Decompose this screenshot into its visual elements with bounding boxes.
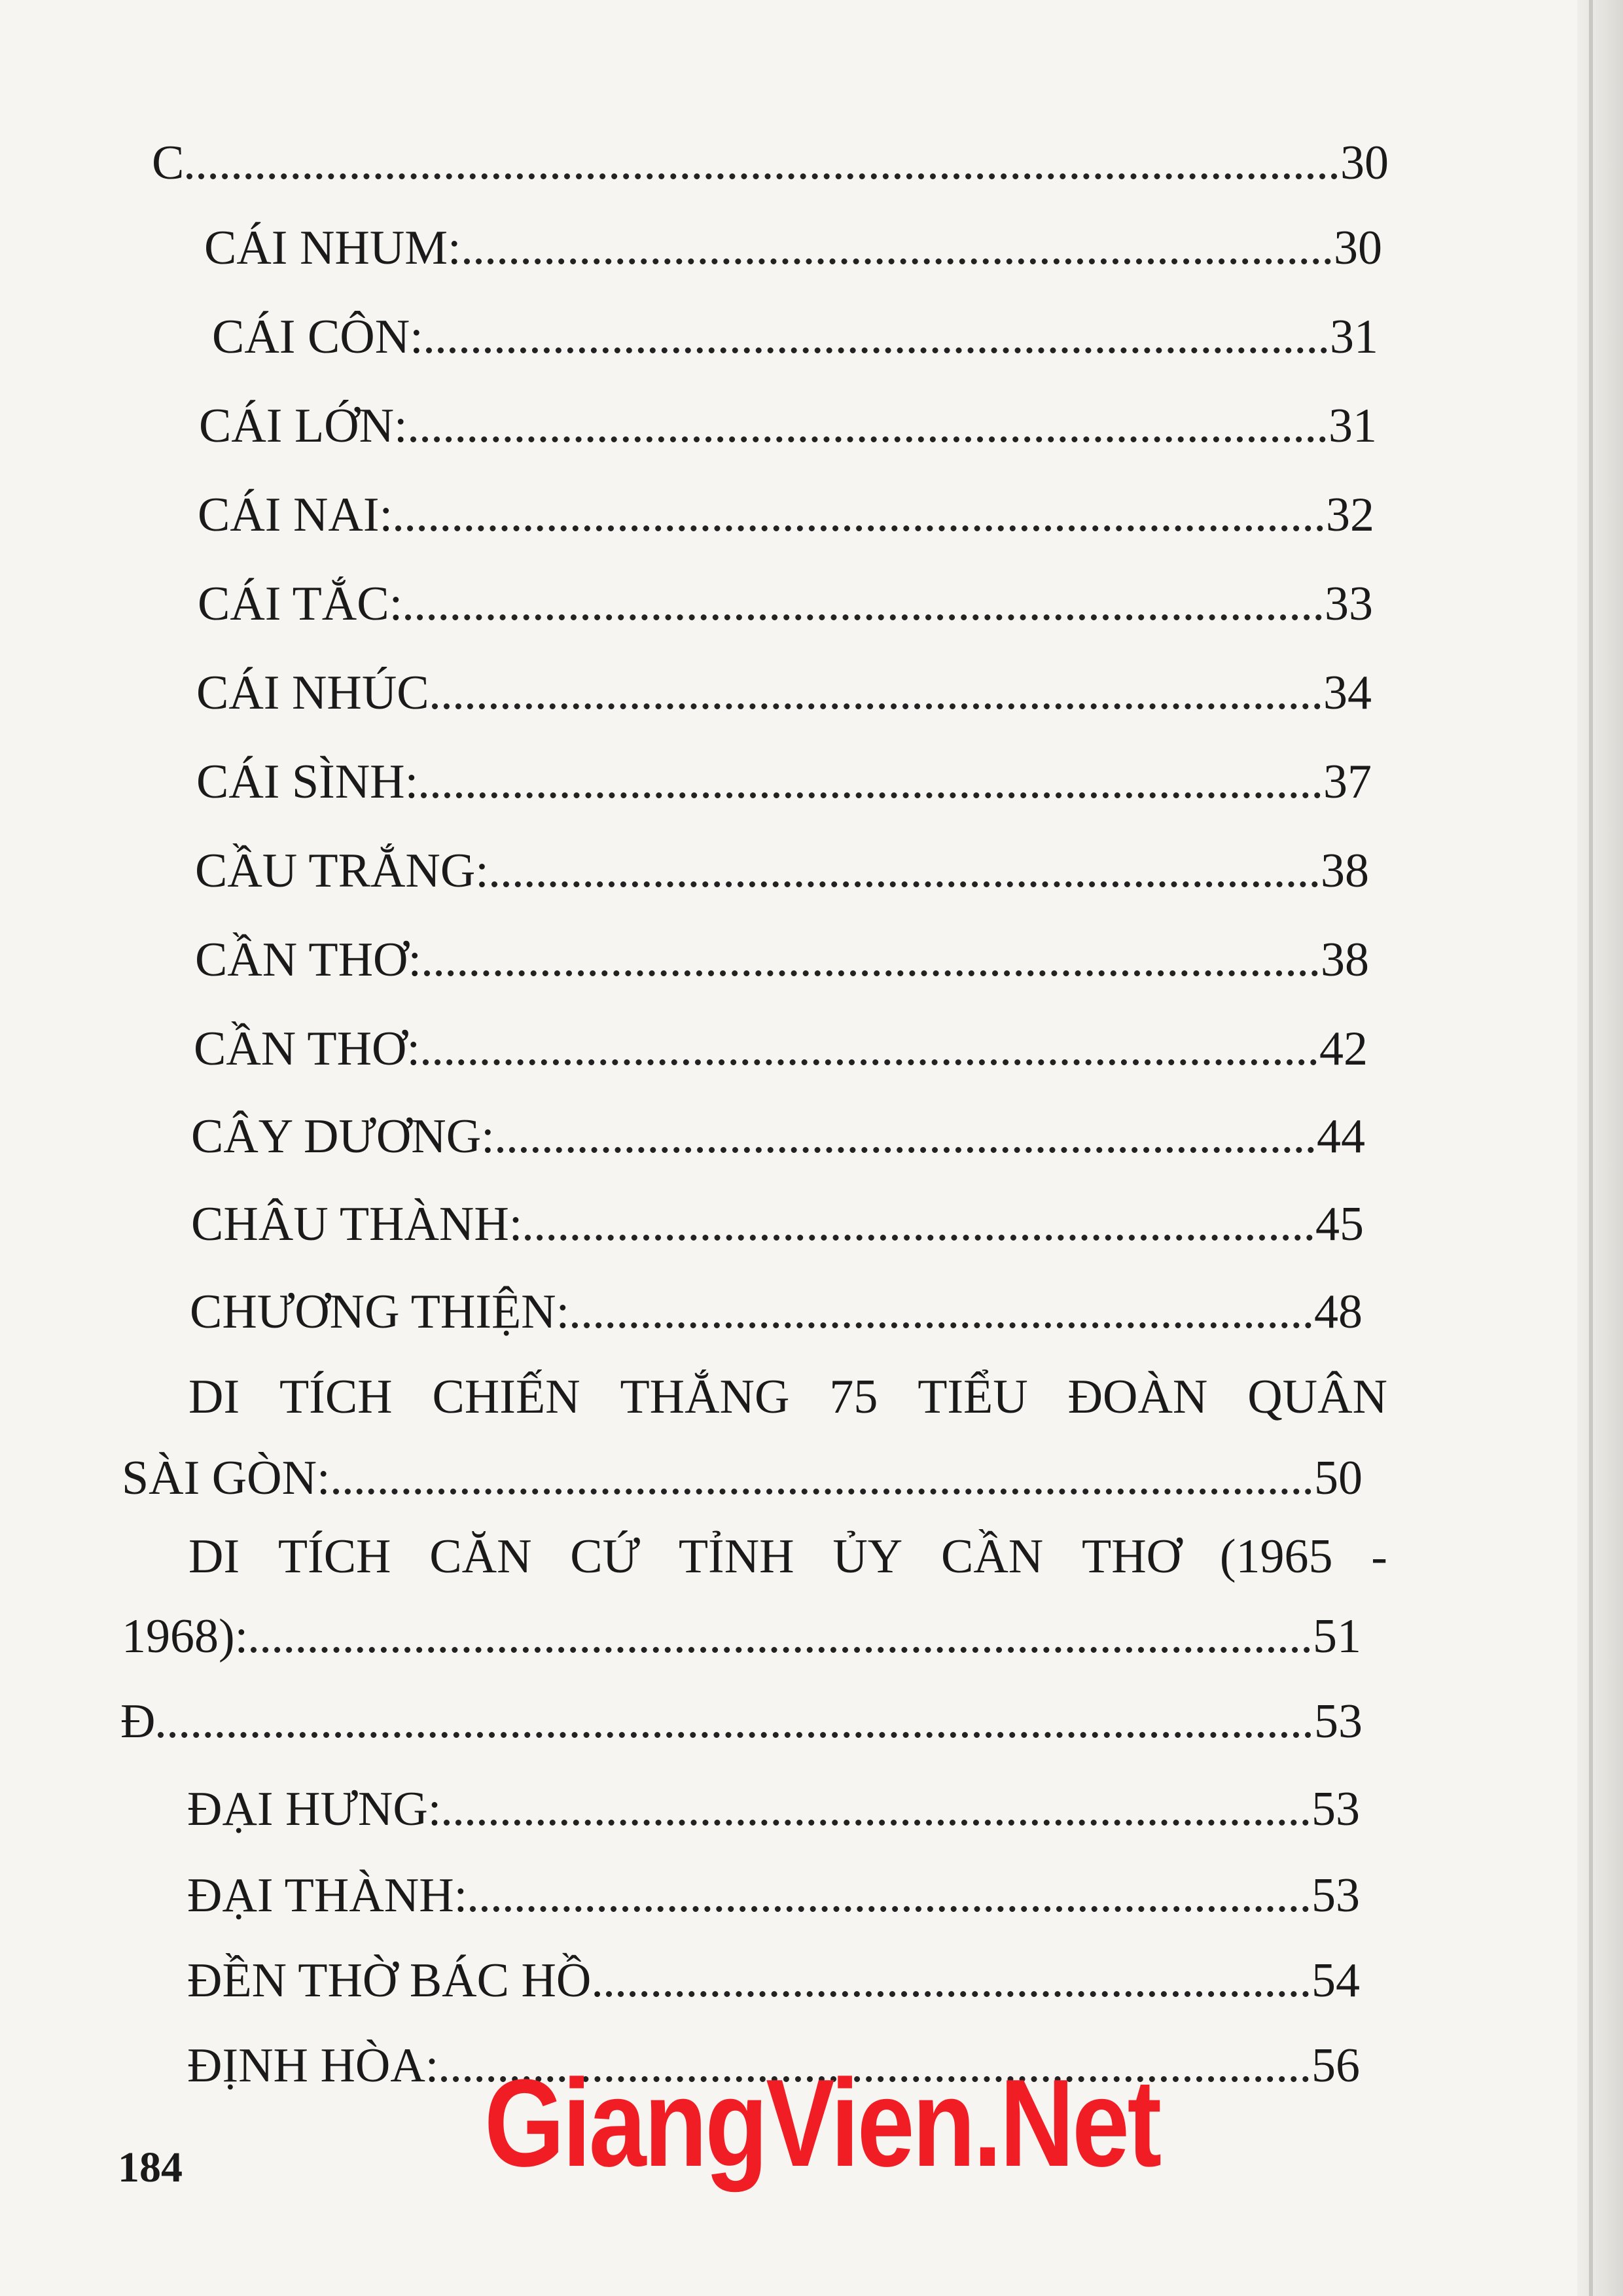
toc-entry[interactable] [199,399,1377,453]
leader-dots [158,1732,1311,1738]
toc-entry[interactable] [198,488,1374,542]
toc-entry-label: CÁI SÌNH: [196,755,419,809]
word: QUÂN [1247,1370,1387,1424]
word: ỦY [832,1530,903,1583]
toc-entry-label: Đ [120,1695,156,1748]
leader-dots [432,703,1321,709]
toc-entry-label: 1968): [122,1610,249,1663]
toc-entry-label: CHƯƠNG THIỆN: [190,1285,570,1339]
toc-entry-page: 54 [1311,1954,1360,2007]
toc-entry-page: 53 [1311,1869,1360,1922]
word: (1965 [1219,1530,1333,1583]
toc-entry-page: 31 [1330,310,1378,364]
watermark: GiangVien.Net [484,2054,1160,2193]
leader-dots [525,1235,1313,1241]
toc-entry-d[interactable] [120,1697,1363,1746]
leader-dots [333,1489,1311,1494]
toc-entry-page: 38 [1321,844,1369,898]
word: TÍCH [279,1370,393,1424]
toc-entry-label: CẦU TRẮNG: [195,844,489,898]
toc-entry-page: 31 [1329,399,1377,453]
leader-dots [444,1820,1309,1826]
toc-entry[interactable] [204,221,1382,275]
toc-entry-label: CÁI LỚN: [199,399,408,453]
leader-dots [395,525,1323,531]
toc-entry[interactable] [190,1285,1363,1339]
leader-dots [470,1906,1309,1912]
toc-entry[interactable] [196,666,1372,720]
toc-entry[interactable] [212,310,1378,364]
toc-entry-page: 50 [1314,1451,1363,1505]
toc-entry-label: CHÂU THÀNH: [191,1197,523,1251]
word: CỨ [570,1530,641,1583]
toc-entry-label: ĐỀN THỜ BÁC HỒ. [187,1954,603,2007]
word: THẮNG [620,1370,790,1424]
toc-entry-multiline-second-line[interactable] [122,1612,1361,1661]
leader-dots [423,1059,1317,1065]
toc-entry-label: CÁI NHUM: [204,221,461,275]
toc-entry[interactable] [195,933,1369,987]
toc-entry-label: SÀI GÒN: [122,1451,330,1505]
toc-entry-page: 53 [1314,1695,1363,1748]
leader-dots [606,1991,1309,1997]
toc-entry-c[interactable] [152,136,1389,190]
leader-dots [572,1322,1311,1328]
toc-entry-page: 30 [1340,136,1389,190]
word: ĐOÀN [1067,1370,1208,1424]
toc-entry-label: ĐẠI HƯNG: [187,1782,442,1836]
toc-entry-multiline-second-line[interactable] [122,1451,1363,1505]
word: - [1371,1530,1387,1583]
toc-entry-page: 30 [1334,221,1382,275]
word: THƠ [1082,1530,1182,1583]
page-number: 184 [118,2144,183,2191]
word: TỈNH [678,1530,794,1583]
leader-dots [464,258,1331,264]
toc-entry-label: ĐẠI THÀNH: [187,1869,468,1922]
toc-entry[interactable] [187,1956,1360,2005]
leader-dots [497,1147,1314,1153]
toc-entry[interactable] [198,577,1373,631]
leader-dots [491,881,1318,887]
toc-entry[interactable] [196,755,1372,809]
toc-entry-page: 53 [1311,1782,1360,1836]
toc-entry-page: 45 [1315,1197,1364,1251]
word: CẦN [941,1530,1044,1583]
word: DI [188,1530,240,1583]
toc-entry-label: CÁI NHÚC [196,666,429,720]
toc-entry[interactable] [194,1022,1368,1076]
toc-entry-label: CÂY DƯƠNG: [191,1110,495,1163]
word: DI [188,1370,240,1424]
word: CĂN [429,1530,532,1583]
toc-entry-page: 33 [1325,577,1373,631]
toc-entry-page: 44 [1317,1110,1365,1163]
toc-entry-page: 32 [1326,488,1374,542]
toc-entry-page: 38 [1321,933,1369,987]
toc-entry-label: CẦN THƠ: [195,933,422,987]
toc-entry-page: 42 [1319,1022,1368,1076]
toc-entry-label: ĐỊNH HÒA: [187,2039,439,2093]
word: TÍCH [277,1530,391,1583]
leader-dots [426,347,1327,353]
toc-entry-label: CÁI CÔN: [212,310,423,364]
toc-entry-page: 48 [1314,1285,1363,1339]
toc-entry-page: 34 [1323,666,1372,720]
toc-entry-label: CẦN THƠ: [194,1022,421,1076]
leader-dots [424,970,1318,976]
toc-entry-label: CÁI TẮC: [198,577,403,631]
toc-entry-multiline-first-line[interactable] [188,1370,1387,1424]
word: TIỂU [918,1370,1028,1424]
toc-entry[interactable] [191,1112,1365,1161]
leader-dots [405,614,1322,620]
toc-entry[interactable] [187,1782,1360,1836]
leader-dots [421,792,1321,798]
toc-entry-label: C [152,136,185,190]
word: 75 [829,1370,878,1424]
toc-entry-page: 51 [1313,1610,1361,1663]
leader-dots [410,436,1326,442]
leader-dots [251,1647,1310,1653]
toc-entry[interactable] [195,844,1369,898]
toc-entry-page: 56 [1311,2039,1360,2093]
leader-dots [187,173,1338,179]
toc-entry-label: CÁI NAI: [198,488,393,542]
toc-entry-multiline-first-line[interactable] [188,1532,1387,1581]
word: CHIẾN [432,1370,580,1424]
toc-entry-page: 37 [1323,755,1372,809]
toc-entry[interactable] [191,1197,1364,1251]
toc-entry[interactable] [187,1871,1360,1920]
